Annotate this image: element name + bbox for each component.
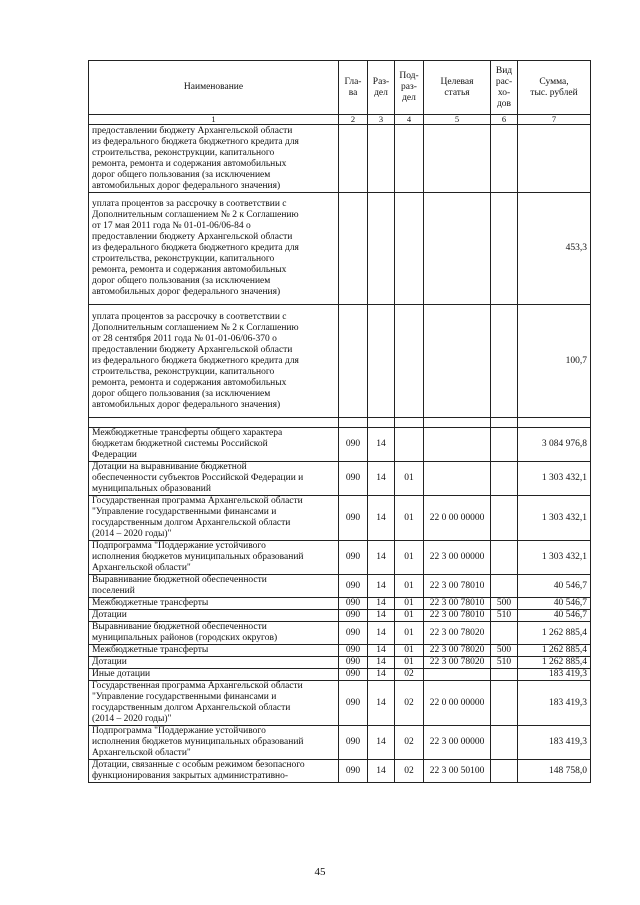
row-podrazdel: 01 [395, 645, 424, 657]
row-vid-raskhodov [491, 428, 518, 462]
table-row [89, 726, 591, 760]
row-glava: 090 [339, 760, 368, 783]
row-glava [339, 193, 368, 305]
row-razdel [368, 305, 395, 418]
row-podrazdel: 02 [395, 669, 424, 681]
table-row [89, 496, 591, 541]
row-tselevaya-statya: 22 3 00 78020 [424, 657, 491, 669]
row-podrazdel: 01 [395, 496, 424, 541]
header-razdel: Раз- дел [368, 61, 395, 115]
row-glava: 090 [339, 622, 368, 645]
row-vid-raskhodov: 500 [491, 645, 518, 657]
row-vid-raskhodov [491, 669, 518, 681]
row-razdel: 14 [368, 610, 395, 622]
header-tselevaya-statya: Целевая статья [424, 61, 491, 115]
column-number: 7 [518, 115, 591, 125]
row-razdel: 14 [368, 462, 395, 496]
column-number: 1 [89, 115, 339, 125]
table-row [89, 622, 591, 645]
row-summa: 40 546,7 [518, 575, 591, 598]
row-vid-raskhodov [491, 418, 518, 428]
column-number-row [89, 115, 591, 125]
column-number: 3 [368, 115, 395, 125]
row-podrazdel [395, 193, 424, 305]
row-name: Межбюджетные трансферты общего характера бюджетам бюджетной системы Российской Федерации [89, 428, 339, 462]
row-name: уплата процентов за рассрочку в соответствии с Дополнительным соглашением № 2 к Соглашению от 17 мая 2011 года № 01-01-06/06-84 о предоставлении бюджету Архангельской области из федерального бюджета бюджетного кредита для строительства, реконструкции, капитального ремонта, ремонта и содержания автомобильных дорог общего пользования (за исключением автомобильных дорог федерального значения) [89, 193, 339, 305]
row-name: Дотации [89, 657, 339, 669]
row-vid-raskhodov [491, 726, 518, 760]
table-row [89, 575, 591, 598]
row-glava [339, 125, 368, 193]
row-podrazdel: 01 [395, 462, 424, 496]
row-summa: 3 084 976,8 [518, 428, 591, 462]
row-glava: 090 [339, 669, 368, 681]
row-summa: 183 419,3 [518, 726, 591, 760]
row-vid-raskhodov [491, 681, 518, 726]
row-vid-raskhodov [491, 496, 518, 541]
row-tselevaya-statya [424, 428, 491, 462]
row-name: Подпрограмма "Поддержание устойчивого исполнения бюджетов муниципальных образований Архангельской области" [89, 726, 339, 760]
table-row [89, 598, 591, 610]
row-podrazdel: 02 [395, 760, 424, 783]
row-tselevaya-statya: 22 3 00 78010 [424, 610, 491, 622]
header-podrazdel: Под- раз- дел [395, 61, 424, 115]
row-podrazdel: 01 [395, 622, 424, 645]
table-row [89, 462, 591, 496]
row-tselevaya-statya [424, 669, 491, 681]
row-name: Иные дотации [89, 669, 339, 681]
row-name: предоставлении бюджету Архангельской области из федерального бюджета бюджетного кредита для строительства, реконструкции, капитального ремонта, ремонта и содержания автомобильных дорог общего пользования (за исключением автомобильных дорог федерального значения) [89, 125, 339, 193]
row-summa: 1 262 885,4 [518, 657, 591, 669]
row-vid-raskhodov [491, 541, 518, 575]
table-row [89, 418, 591, 428]
row-razdel: 14 [368, 541, 395, 575]
row-glava: 090 [339, 726, 368, 760]
row-vid-raskhodov [491, 575, 518, 598]
row-summa: 100,7 [518, 305, 591, 418]
row-name: Выравнивание бюджетной обеспеченности муниципальных районов (городских округов) [89, 622, 339, 645]
row-summa: 1 262 885,4 [518, 622, 591, 645]
table-row [89, 541, 591, 575]
row-vid-raskhodov [491, 622, 518, 645]
row-glava [339, 418, 368, 428]
row-summa: 183 419,3 [518, 681, 591, 726]
row-tselevaya-statya: 22 3 00 00000 [424, 541, 491, 575]
table-row [89, 669, 591, 681]
row-razdel: 14 [368, 657, 395, 669]
column-number: 5 [424, 115, 491, 125]
row-summa: 183 419,3 [518, 669, 591, 681]
row-glava [339, 305, 368, 418]
row-podrazdel: 01 [395, 598, 424, 610]
budget-table [88, 60, 591, 783]
row-podrazdel: 02 [395, 681, 424, 726]
row-glava: 090 [339, 645, 368, 657]
row-razdel [368, 418, 395, 428]
row-vid-raskhodov [491, 125, 518, 193]
row-summa [518, 418, 591, 428]
row-tselevaya-statya [424, 125, 491, 193]
table-row [89, 610, 591, 622]
row-tselevaya-statya: 22 3 00 50100 [424, 760, 491, 783]
row-glava: 090 [339, 610, 368, 622]
row-tselevaya-statya: 22 3 00 78020 [424, 645, 491, 657]
row-podrazdel: 01 [395, 610, 424, 622]
row-razdel: 14 [368, 760, 395, 783]
row-glava: 090 [339, 428, 368, 462]
column-number: 2 [339, 115, 368, 125]
row-vid-raskhodov: 510 [491, 610, 518, 622]
row-name: Подпрограмма "Поддержание устойчивого исполнения бюджетов муниципальных образований Архангельской области" [89, 541, 339, 575]
row-glava: 090 [339, 598, 368, 610]
row-vid-raskhodov [491, 760, 518, 783]
row-vid-raskhodov [491, 193, 518, 305]
row-podrazdel: 01 [395, 541, 424, 575]
row-summa: 1 262 885,4 [518, 645, 591, 657]
table-row [89, 681, 591, 726]
row-vid-raskhodov [491, 462, 518, 496]
table-row [89, 645, 591, 657]
table-row [89, 305, 591, 418]
row-podrazdel [395, 418, 424, 428]
row-razdel: 14 [368, 428, 395, 462]
row-podrazdel [395, 125, 424, 193]
header-name: Наименование [89, 61, 339, 115]
table-row [89, 428, 591, 462]
header-row [89, 61, 591, 115]
row-name: уплата процентов за рассрочку в соответствии с Дополнительным соглашением № 2 к Соглашению от 28 сентября 2011 года № 01-01-06/06-370 о предоставлении бюджету Архангельской области из федерального бюджета бюджетного кредита для строительства, реконструкции, капитального ремонта, ремонта и содержания автомобильных дорог общего пользования (за исключением автомобильных дорог федерального значения) [89, 305, 339, 418]
row-summa [518, 125, 591, 193]
header-vid-raskhodov: Вид рас- хо- дов [491, 61, 518, 115]
row-vid-raskhodov: 510 [491, 657, 518, 669]
row-glava: 090 [339, 541, 368, 575]
table-row [89, 657, 591, 669]
row-name: Государственная программа Архангельской области "Управление государственными финансами и государственным долгом Архангельской области (2014 – 2020 годы)" [89, 681, 339, 726]
row-vid-raskhodov [491, 305, 518, 418]
row-razdel: 14 [368, 726, 395, 760]
table-row [89, 760, 591, 783]
row-tselevaya-statya [424, 462, 491, 496]
row-razdel: 14 [368, 575, 395, 598]
row-razdel: 14 [368, 645, 395, 657]
row-tselevaya-statya: 22 3 00 78020 [424, 622, 491, 645]
row-tselevaya-statya [424, 418, 491, 428]
row-podrazdel: 01 [395, 575, 424, 598]
row-name [89, 418, 339, 428]
row-tselevaya-statya: 22 3 00 00000 [424, 726, 491, 760]
row-razdel: 14 [368, 681, 395, 726]
row-tselevaya-statya: 22 3 00 78010 [424, 598, 491, 610]
row-summa: 453,3 [518, 193, 591, 305]
row-glava: 090 [339, 496, 368, 541]
row-tselevaya-statya: 22 0 00 00000 [424, 496, 491, 541]
page-number: 45 [314, 866, 326, 878]
column-number: 4 [395, 115, 424, 125]
row-summa: 1 303 432,1 [518, 496, 591, 541]
row-name: Межбюджетные трансферты [89, 645, 339, 657]
row-podrazdel: 01 [395, 657, 424, 669]
row-podrazdel: 02 [395, 726, 424, 760]
header-glava: Гла- ва [339, 61, 368, 115]
row-summa: 40 546,7 [518, 610, 591, 622]
row-name: Дотации [89, 610, 339, 622]
row-tselevaya-statya [424, 193, 491, 305]
row-razdel: 14 [368, 622, 395, 645]
row-glava: 090 [339, 462, 368, 496]
row-podrazdel [395, 428, 424, 462]
row-name: Дотации на выравнивание бюджетной обеспеченности субъектов Российской Федерации и муниципальных образований [89, 462, 339, 496]
row-name: Выравнивание бюджетной обеспеченности поселений [89, 575, 339, 598]
row-razdel: 14 [368, 669, 395, 681]
row-tselevaya-statya: 22 0 00 00000 [424, 681, 491, 726]
column-number: 6 [491, 115, 518, 125]
row-summa: 1 303 432,1 [518, 462, 591, 496]
row-glava: 090 [339, 657, 368, 669]
row-summa: 148 758,0 [518, 760, 591, 783]
row-razdel [368, 125, 395, 193]
row-razdel: 14 [368, 496, 395, 541]
row-podrazdel [395, 305, 424, 418]
row-name: Межбюджетные трансферты [89, 598, 339, 610]
row-tselevaya-statya [424, 305, 491, 418]
row-tselevaya-statya: 22 3 00 78010 [424, 575, 491, 598]
row-summa: 1 303 432,1 [518, 541, 591, 575]
row-summa: 40 546,7 [518, 598, 591, 610]
header-summa: Сумма, тыс. рублей [518, 61, 591, 115]
row-razdel: 14 [368, 598, 395, 610]
row-name: Дотации, связанные с особым режимом безопасного функционирования закрытых административно- [89, 760, 339, 783]
table-row [89, 193, 591, 305]
row-vid-raskhodov: 500 [491, 598, 518, 610]
row-glava: 090 [339, 575, 368, 598]
row-razdel [368, 193, 395, 305]
table-row [89, 125, 591, 193]
row-glava: 090 [339, 681, 368, 726]
row-name: Государственная программа Архангельской области "Управление государственными финансами и государственным долгом Архангельской области (2014 – 2020 годы)" [89, 496, 339, 541]
